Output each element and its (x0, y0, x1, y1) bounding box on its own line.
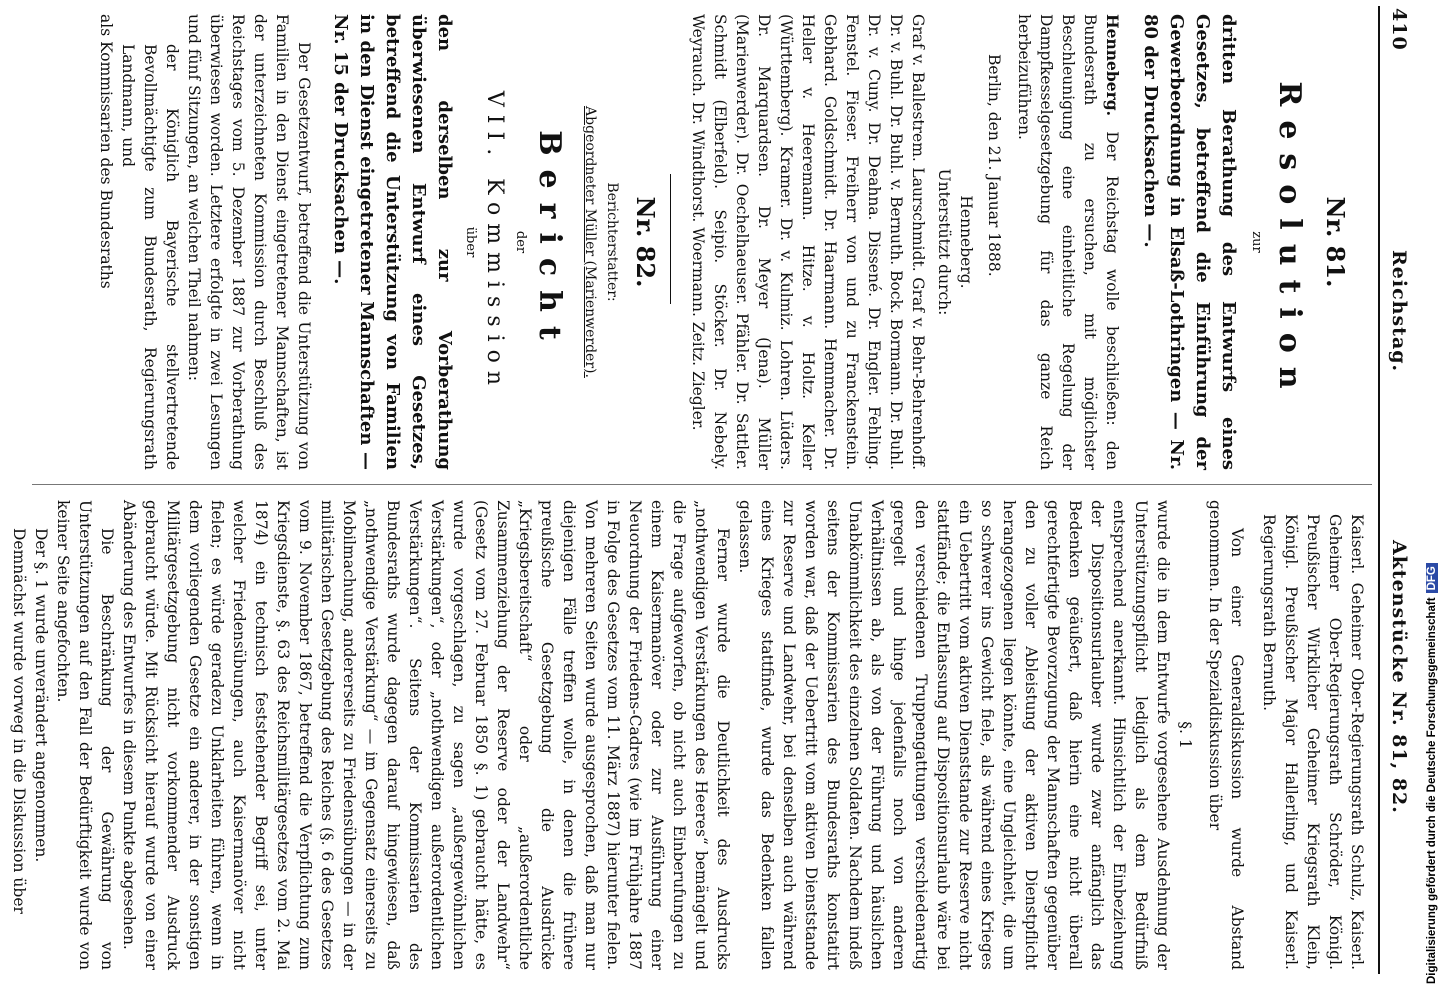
running-head-left: Reichstag. (1388, 250, 1410, 373)
section-1-text: wurde die in dem Entwurfe vorgesehene Ausdehnung der Unterstützungspflicht lediglich als dem Bedürfniß entsprechend anerkannt. Hinsichtlich der Einbeziehung der Dispositionsurlauber wurde zwar anfänglich das Bedenken geäußert, daß hierin eine nicht überall gerechtfertigte Bevorzugung der Mannschaften gegenüber den zu voller Ableistung der aktiven Dienstpflicht herangezogenen liegen könnte, eine Ungleichheit, die um so schwerer ins Gewicht fiele, als während eines Krieges ein Uebertritt vom aktiven Dienststande zur Reserve nicht stattfände; die Entlassung auf Dispositionsurlaub wäre bei den verschiedenen Truppengattungen verschiedenartig geregelt und hinge jedenfalls noch von anderen Verhältnissen ab, als von der Führung und häuslichen Unabkömmlichkeit des einzelnen Soldaten. Nachdem indeß seitens der Kommissarien des Bundesraths konstatirt worden war, daß der Uebertritt vom aktiven Dienststande zur Reserve und Landwehr, bei denselben auch während eines Krieges stattfinde, wurde das Bedenken fallen gelassen. (736, 500, 1172, 970)
digitization-note (1426, 563, 1438, 984)
doc82-subject: den derselben zur Vorberathung überwiesenen Entwurf eines Gesetzes, betreffend die Unterstützung von Familien in den Dienst eingetretener Mannschaften — Nr. 15 der Drucksachen —. (330, 14, 455, 470)
doc81-title: Resolution (1272, 81, 1307, 403)
page-number: 410 (1388, 8, 1410, 51)
doc82-der: der (513, 230, 528, 254)
digitization-text: Digitalisierung gefördert durch die Deutsche Forschungsgemeinschaft (1426, 597, 1438, 984)
section-rule (670, 174, 671, 304)
header-rule (1378, 6, 1380, 974)
dfg-badge: DFG (1426, 563, 1438, 593)
doc82-reporter-name: Abgeordneter Müller (Marienwerder). (582, 106, 598, 378)
running-head-center: Aktenstücke Nr. 81, 82. (1388, 540, 1410, 814)
doc82-ueber: über (463, 226, 478, 258)
doc81-subject: dritten Berathung des Entwurfs eines Gesetzes, betreffend die Einführung der Gewerbeordnung in Elsaß-Lothringen — Nr. 80 der Drucksachen —. (1140, 14, 1239, 470)
column-divider (32, 484, 1372, 485)
section-1-text-3: Die Beschränkung der Gewährung von Unterstützungen auf den Fall der Bedürftigkeit wurde von keiner Seite angefochten. (54, 500, 116, 970)
doc82-commission: VII. Kommission (482, 90, 507, 394)
commissaries-list: Kaiserl. Geheimer Ober-Regierungsrath Schulz, Kaiserl. Geheimer Ober-Regierungsrath Schröder, Königl. Preußischer Wirklicher Geheimer Kriegsrath Klein, Königl. Preußischer Major Hallerling, und Kaiserl. Regierungsrath Bernuth. (1260, 514, 1366, 970)
section-1-text-2: Ferner wurde die Deutlichkeit des Ausdrucks „nothwendigen Verstärkungen des Heeres“ bemängelt und die Frage aufgeworfen, ob nicht auch Einberufungen zu einem Kaisermanöver oder zur Ausführung einer Neuordnung der Friedens-Cadres (wie im Frühjahre 1887 in Folge des Gesetzes vom 11. März 1887) hierunter fielen. Von mehreren Seiten wurde ausgesprochen, daß man nur diejenigen Fälle treffen wolle, in denen die frühere preußische Gesetzgebung die Ausdrücke „Kriegsbereitschaft“ oder „außerordentliche Zusammenziehung der Reserve oder der Landwehr“ (Gesetz vom 27. Februar 1850 §. 1) gebraucht hätte, es wurde vorgeschlagen, zu sagen „außergewöhnlichen Verstärkungen“, oder „nothwendigen außerordentlichen Verstärkungen“. Seitens der Kommissarien des Bundesraths wurde dagegen darauf hingewiesen, daß „nothwendige Verstärkung“ — im Gegensatz einerseits zu Mobilmachung, andererseits zu Friedensübungen — in der militärischen Gesetzgebung des Reiches (§. 6 des Gesetzes vom 9. November 1867, betreffend die Verpflichtung zum Kriegsdienste, §. 63 des Reichsmilitärgesetzes vom 2. Mai 1874) ein technisch feststehender Begriff sei, unter welcher Friedensübungen, auch Kaisermanöver nicht fielen; es würde geradezu Unklarheiten führen, wenn in dem vorliegenden Gesetze ein anderer, in der sonstigen Militärgesetzgebung nicht vorkommender Ausdruck gebraucht würde. Mit Rücksicht hierauf wurde von einer Abänderung des Entwurfes in diesem Punkte abgesehen. (120, 500, 732, 970)
doc81-motion (1013, 14, 1123, 470)
section-1-text-4: Der §. 1 wurde unverändert angenommen. (32, 528, 50, 863)
section-12-heading (0, 500, 2, 970)
doc81-motion-text: Der Reichstag wolle beschließen: den Bundesrath zu ersuchen, mit möglichster Beschleunigung eine einheitliche Regelung der Dampfkesselgesetzgebung für das ganze Reich herbeizuführen. (1015, 14, 1121, 470)
doc81-supporters: Graf v. Ballestrem. Laurschmidt. Graf v. Behr-Behrenhoff. Dr. v. Buhl. Dr. Buhl. v. Bernuth. Bock. Bormann. Dr. Buhl. Dr. v. Cuny. Dr. Deahna. Dissené. Dr. Engler. Fehling. Fenstel. Fieser. Freiherr von und zu Franckenstein. Gebhard. Goldschmidt. Dr. Haarmann. Hemmacher. Dr. Heller v. Heeremann. Hitze. v. Holtz. Keller (Württemberg). Kramer. Dr. v. Kulmiz. Lohren. Lüders. Dr. Marquardsen. Dr. Meyer (Jena). Müller (Marienwerder). Dr. Oechelhaeuser. Pfähler. Dr. Sattler. Schmidt (Elberfeld). Seipio. Stöcker. Dr. Nebely. Weyrauch. Dr. Windthorst. Woermann. Zeitz. Ziegler. (689, 14, 927, 470)
doc82-para2: der Königlich Bayerische stellvertretende Bevollmächtigte zum Bundesrath, Regierungsrath Landmann, und (119, 44, 181, 470)
rotated-page-content (10, 0, 1416, 1000)
doc81-motion-name: Henneberg. (1103, 14, 1122, 117)
section-1-text-5: Demnächst wurde vorweg in die Diskussion über (10, 528, 28, 914)
doc82-para1: Der Gesetzentwurf, betreffend die Unterstützung von Familien in den Dienst eingetretener Mannschaften, ist der unterzeichneten Kommission durch Beschluß des Reichstages vom 5. Dezember 1887 zur Vorberathung überwiesen worden. Letztere erfolgte in zwei Lesungen und fünf Sitzungen, an welchen Theil nahmen: (185, 14, 313, 470)
doc81-number: Nr. 81. (1321, 196, 1350, 288)
general-discussion: Von einer Generaldiskussion wurde Abstand genommen. In der Spezialdiskussion über (1206, 500, 1246, 970)
doc81-signer: Henneberg. (957, 195, 975, 289)
left-column (95, 14, 1368, 470)
doc81-zur: zur (1249, 231, 1264, 253)
doc82-reporter-label: Berichterstatter: (604, 182, 620, 302)
doc81-place-date: Berlin, den 21. Januar 1888. (985, 54, 1003, 277)
doc82-number: Nr. 82. (631, 196, 660, 288)
doc81-supported-by: Unterstützt durch: (935, 168, 953, 316)
section-1-heading: §. 1 (1176, 721, 1194, 749)
doc82-para3: als Kommissarien des Bundesraths (97, 14, 115, 289)
right-column (0, 500, 1368, 970)
doc82-title: Bericht (532, 130, 567, 354)
